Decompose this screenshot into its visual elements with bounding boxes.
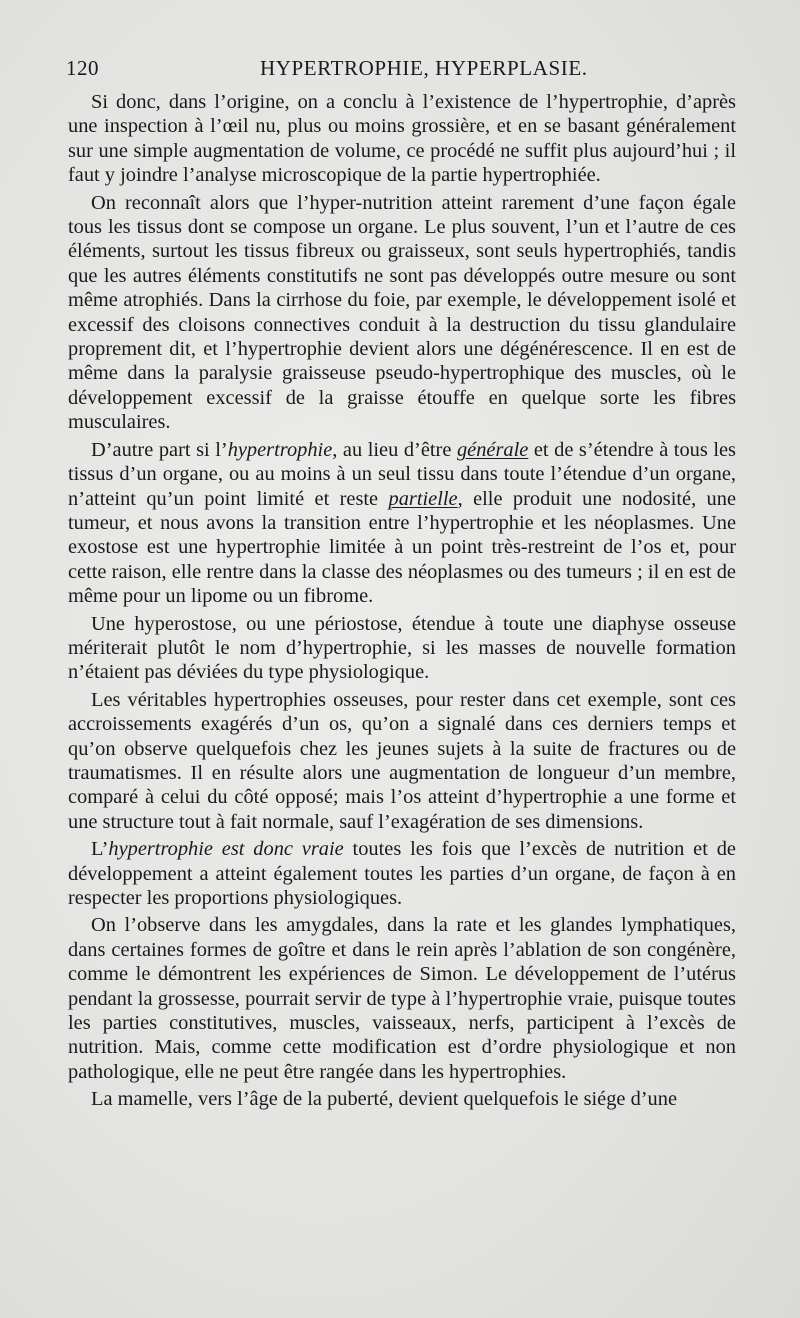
paragraph-6	[68, 837, 736, 910]
paragraph-4: Une hyperostose, ou une périostose, étendue à toute une diaphyse osseuse mériterait plutôt le nom d’hypertrophie, si les masses de nouvelle formation n’étaient pas déviées du type physiologique.	[68, 612, 736, 684]
paragraph-6-text-b: toutes les fois que l’excès de nutrition et de développement a atteint également toutes les parties d’un organe, de façon à en respecter les proportions physiologiques.	[68, 838, 736, 909]
paragraph-5: Les véritables hypertrophies osseuses, pour rester dans cet exemple, sont ces accroissements exagérés d’un os, qu’on a signalé dans ces derniers temps et qu’on observe quelquefois chez les jeunes sujets à la suite de fractures ou de traumatismes. Il en résulte alors une augmentation de longueur d’un membre, comparé à celui du côté opposé; mais l’os atteint d’hypertrophie a une forme et une structure tout à fait normale, sauf l’exagération de ses dimensions.	[68, 688, 736, 833]
paragraph-1: Si donc, dans l’origine, on a conclu à l’existence de l’hypertrophie, d’après une inspection à l’œil nu, plus ou moins grossière, et en se basant généralement sur une simple augmentation de volume, ce procédé ne suffit plus aujourd’hui ; il faut y joindre l’analyse microscopique de la partie hypertrophiée.	[68, 91, 736, 187]
italic-hypertrophie-vraie: hypertrophie est donc vraie	[108, 838, 344, 861]
paragraph-7: On l’observe dans les amygdales, dans la rate et les glandes lymphatiques, dans certaines formes de goître et dans le rein après l’ablation de son congénère, comme le démontrent les expériences de Simon. Le développement de l’utérus pendant la grossesse, pourrait servir de type à l’hypertrophie vraie, puisque toutes les parties constitutives, muscles, vaisseaux, nerfs, participent à l’excès de nutrition. Mais, comme cette modification est d’ordre physiologique et non pathologique, elle ne peut être rangée dans les hypertrophies.	[68, 914, 736, 1083]
paragraph-3-text-b: , au lieu d’être	[332, 438, 457, 461]
running-title: HYPERTROPHIE, HYPERPLASIE.	[260, 56, 588, 80]
italic-generale: générale	[456, 438, 529, 461]
paragraph-8: La mamelle, vers l’âge de la puberté, devient quelquefois le siége d’une	[91, 1088, 677, 1111]
italic-partielle: partielle	[388, 487, 458, 510]
italic-hypertrophie: hypertrophie	[227, 438, 333, 461]
paragraph-2: On reconnaît alors que l’hyper-nutrition atteint rarement d’une façon égale tous les tissus dont se compose un organe. Le plus souvent, l’un et l’autre de ces éléments, surtout les tissus fibreux ou graisseux, sont seuls hypertrophiés, tandis que les autres éléments constitutifs ne sont pas développés outre mesure ou sont même atrophiés. Dans la cirrhose du foie, par exemple, le développement isolé et excessif des cloisons connectives conduit à la destruction du tissu glandulaire proprement dit, et l’hypertrophie devient alors une dégénérescence. Il en est de même dans la paralysie graisseuse pseudo-hypertrophique des muscles, où le développement excessif de la graisse étouffe en quelque sorte les fibres musculaires.	[68, 191, 736, 434]
paragraph-3-text-c: et de s’étendre à tous les tissus d’un organe, ou au moins à un seul tissu dans toute l’étendue d’un organe, n’atteint qu’un point limité et reste	[68, 438, 736, 510]
paragraph-6-text-a: L’	[91, 838, 109, 861]
page-number: 120	[66, 56, 99, 80]
body-text	[68, 90, 736, 1115]
paragraph-3-text-d: , elle produit une nodosité, une tumeur, et nous avons la transition entre l’hypertrophie et les néoplasmes. Une exostose est une hypertrophie limitée à un point très-restreint de l’os et, pour cette raison, elle rentre dans la classe des néoplasmes ou des tumeurs ; il en est de même pour un lipome ou un fibrome.	[68, 487, 737, 608]
page-header	[66, 56, 738, 86]
paragraph-3	[68, 438, 736, 609]
paragraph-3-text-a: D’autre part si l’	[91, 438, 228, 461]
